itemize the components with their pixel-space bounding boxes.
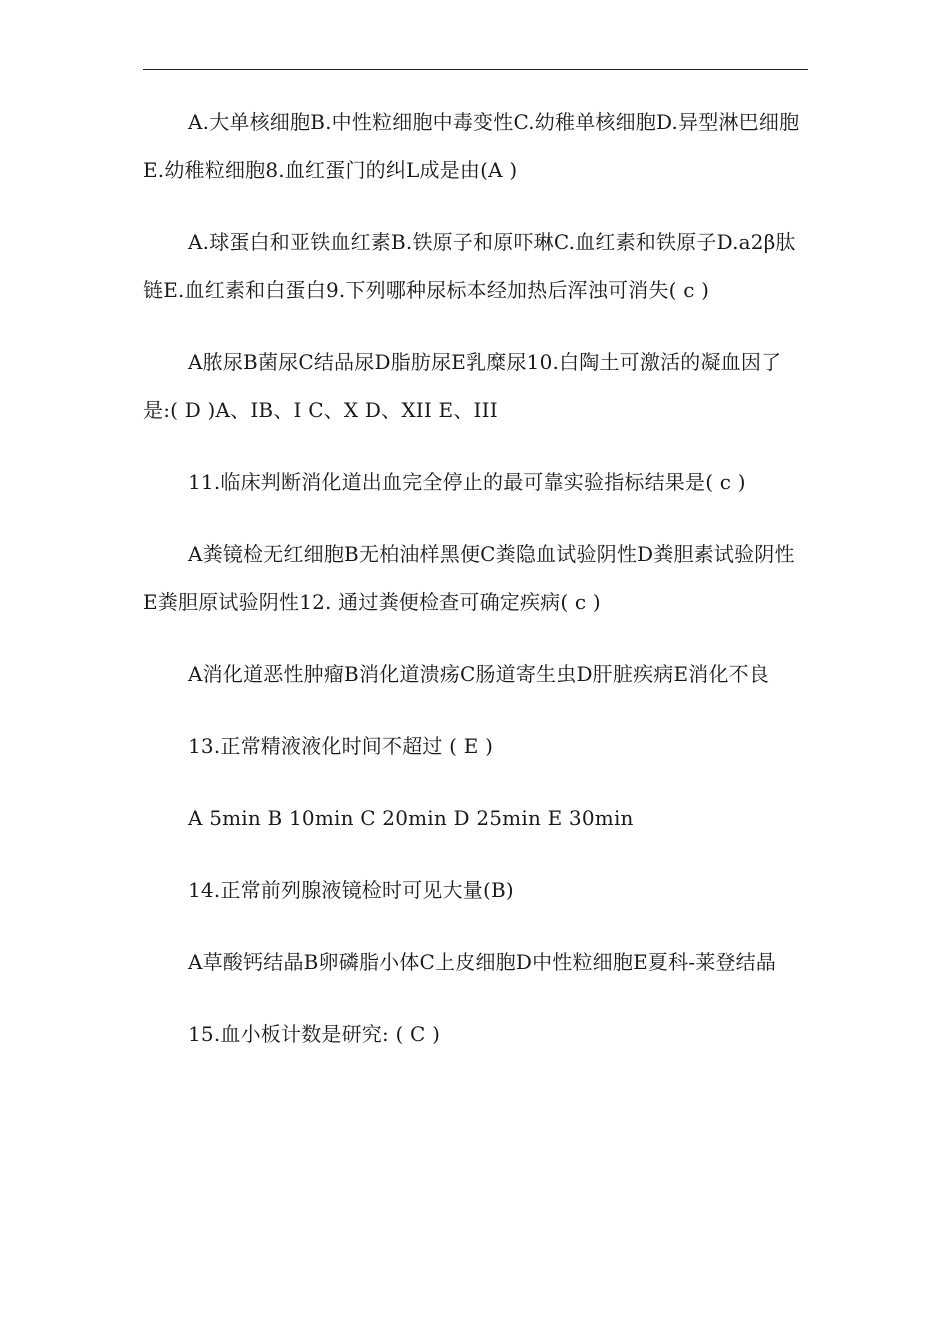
paragraph-q14-options: A草酸钙结晶B卵磷脂小体C上皮细胞D中性粒细胞E夏科-莱登结晶 xyxy=(188,950,777,974)
paragraph-q14-question: 14.正常前列腺液镜检时可见大量(B) xyxy=(188,878,514,902)
paragraph-q15-question: 15.血小板计数是研究: ( C ) xyxy=(188,1022,441,1046)
paragraph-q13-question: 13.正常精液液化时间不超过 ( E ) xyxy=(188,734,494,758)
paragraph-q8-options: A.球蛋白和亚铁血红素B.铁原子和原吓琳C.血红素和铁原子D.a2β肽链E.血红素和白蛋白9.下列哪种尿标本经加热后浑浊可消失( c ) xyxy=(143,230,796,302)
document-body xyxy=(143,98,808,1058)
paragraph-q11-options: A粪镜检无红细胞B无柏油样黑便C粪隐血试验阴性D粪胆素试验阴性E粪胆原试验阴性12. 通过粪便检查可确定疾病( c ) xyxy=(143,542,795,614)
paragraph-q13-options: A 5min B 10min C 20min D 25min E 30min xyxy=(188,806,634,830)
header-rule xyxy=(143,69,808,70)
paragraph-q7-options: A.大单核细胞B.中性粒细胞中毒变性C.幼稚单核细胞D.异型淋巴细胞E.幼稚粒细胞8.血红蛋门的纠L成是由(A ) xyxy=(143,110,800,182)
paragraph-q11-question: 11.临床判断消化道出血完全停止的最可靠实验指标结果是( c ) xyxy=(188,470,746,494)
paragraph-q9-options: A脓尿B菌尿C结品尿D脂肪尿E乳糜尿10.白陶土可激活的凝血因了是:( D )A、IB、I C、X D、XII E、III xyxy=(143,350,782,422)
paragraph-q12-options: A消化道恶性肿瘤B消化道溃疡C肠道寄生虫D肝脏疾病E消化不良 xyxy=(188,662,770,686)
